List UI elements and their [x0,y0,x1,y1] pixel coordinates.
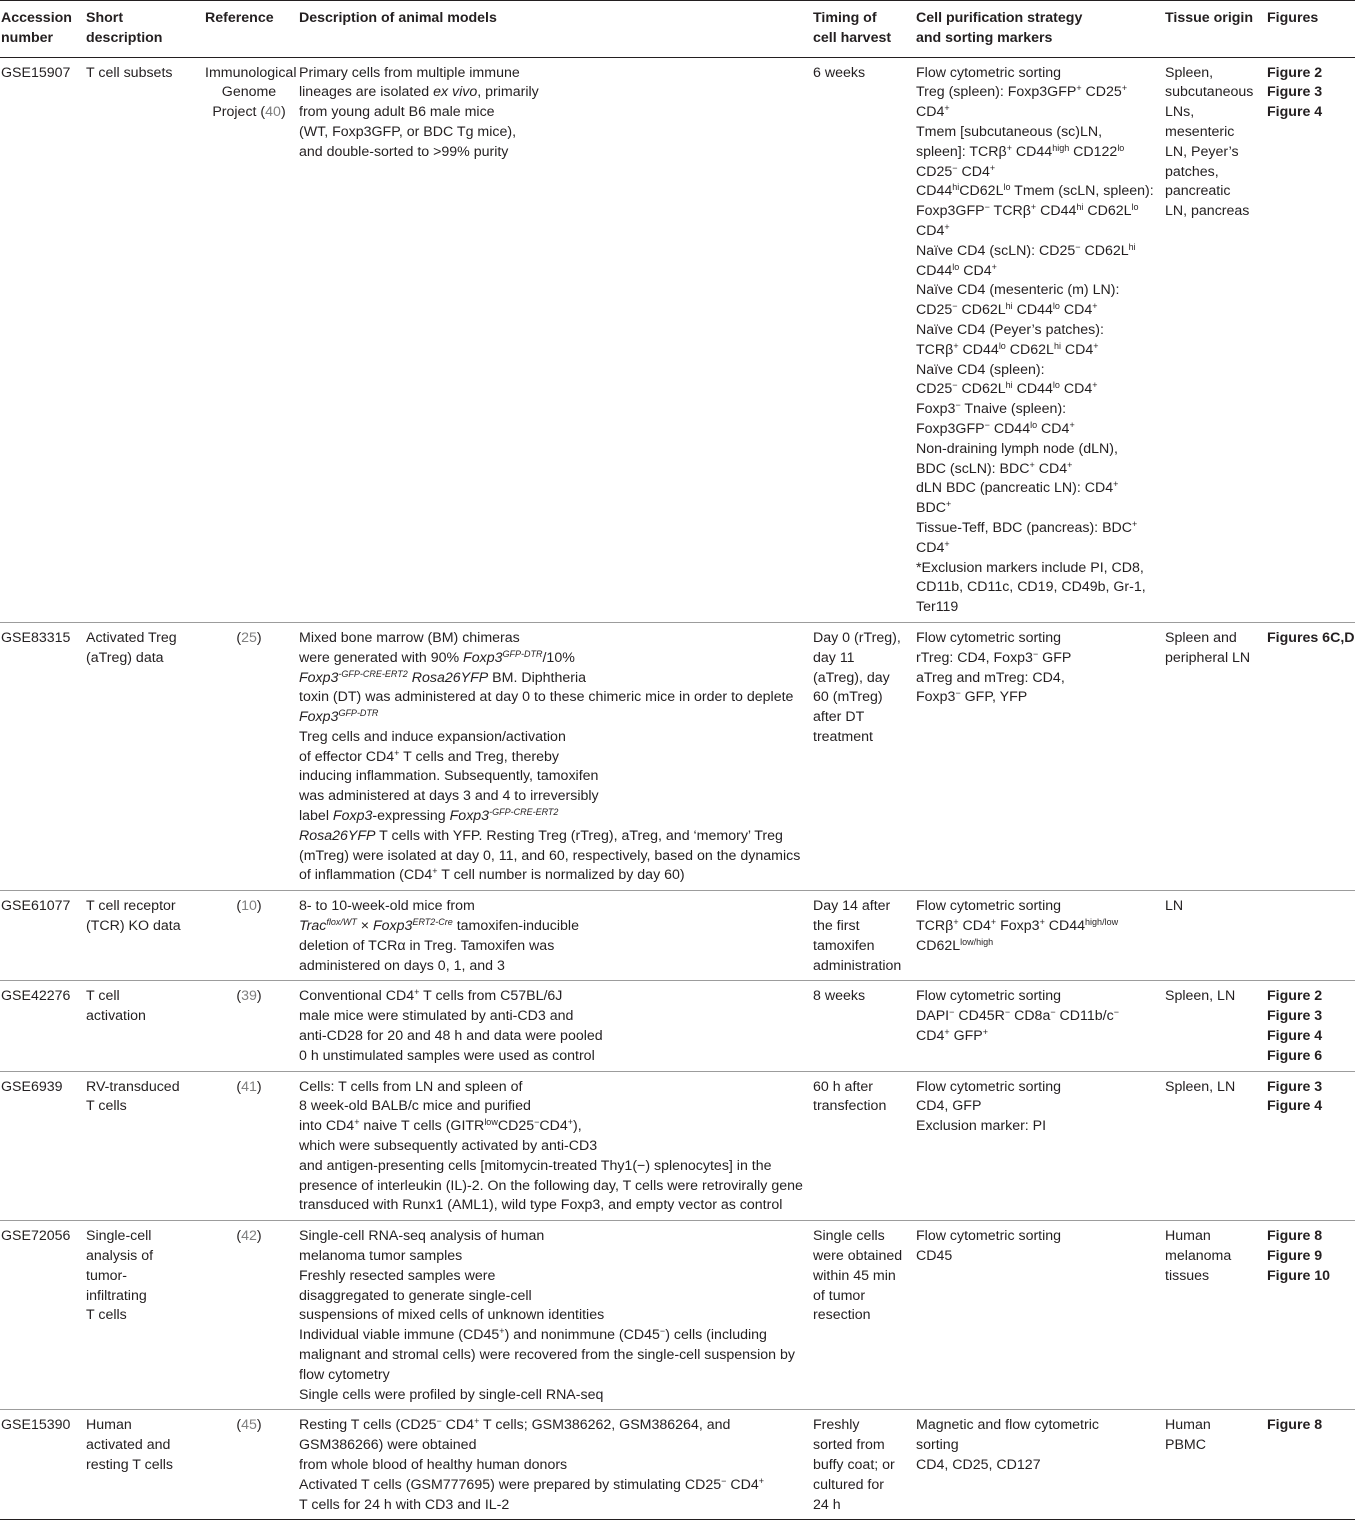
description-cell: Primary cells from multiple immune lineages are isolated ex vivo, primarily from young adult B6 male mice (WT, Foxp3GFP, or BDC Tg mice), and double-sorted to >99% purity [296,57,810,622]
table-row [0,1410,1355,1520]
figures-cell [1264,57,1355,622]
purification-cell: Flow cytometric sorting CD4, GFP Exclusion marker: PI [913,1071,1162,1221]
figure-link[interactable]: Figure 4 [1267,1028,1323,1045]
tissue-cell: Spleen, LN [1162,1071,1264,1221]
description-cell: Cells: T cells from LN and spleen of 8 week-old BALB/c mice and purified into CD4+ naive T cells $(GITR^{low}CD25^-CD4^+)$, which were subsequently activated by anti-CD3 and antigen-presenting cells [mitomycin-treated Thy1(−) splenocytes] in the presence of interleukin (IL)-2. On the following day, T cells were retrovirally gene transduced with Runx1 (AML1), wild type Foxp3, and empty vector as control [296,1071,810,1221]
purification-cell: Flow cytometric sorting DAPI− CD45R− CD8a− CD11b/c− CD4+ GFP+ [913,981,1162,1071]
figure-link[interactable]: Figure 8 [1267,1228,1323,1245]
figures-cell [1264,891,1355,981]
figure-link[interactable]: Figure 8 [1267,1417,1323,1434]
tissue-cell: Spleen, LN [1162,981,1264,1071]
timing-cell: 8 weeks [810,981,913,1071]
reference-cell: (10) [202,891,296,981]
short-description-cell: Human activated and resting T cells [83,1410,202,1520]
reference-cell: (41) [202,1071,296,1221]
figure-link[interactable]: Figure 2 [1267,64,1323,81]
reference-cell: (45) [202,1410,296,1520]
purification-cell: Flow cytometric sorting TCRβ+ CD4+ Foxp3+ $CD44^{high/low}$ $CD62L^{low/high}$ [913,891,1162,981]
table-row [0,1221,1355,1410]
purification-cell: Flow cytometric sorting CD45 [913,1221,1162,1410]
purification-cell: Magnetic and flow cytometric sorting CD4, CD25, CD127 [913,1410,1162,1520]
reference-link[interactable]: 39 [241,988,257,1005]
short-description-cell: T cell subsets [83,57,202,622]
table-row [0,57,1355,622]
header-tissue-origin: Tissue origin [1162,1,1264,58]
figure-link[interactable]: Figure 3 [1267,1078,1323,1095]
figures-cell [1264,1410,1355,1520]
description-cell: Mixed bone marrow (BM) chimeras were generated with 90% $Foxp3^{GFP-DTR}/10\%$ $Foxp3^{-GFP-CRE-ERT2}$ Rosa26YFP BM. Diphtheria toxin (DT) was administered at day 0 to these chimeric mice in order to deplete $Foxp3^{GFP-DTR}$ Treg cells and induce expansion/activation of effector CD4+ T cells and Treg, thereby inducing inflammation. Subsequently, tamoxifen was administered at days 3 and 4 to irreversibly label Foxp3-expressing $Foxp3^{-GFP-CRE-ERT2}$ Rosa26YFP T cells with YFP. Resting Treg (rTreg), aTreg, and ‘memory’ Treg (mTreg) were isolated at day 0, 11, and 60, respectively, based on the dynamics of inflammation (CD4+ T cell number is normalized by day 60) [296,622,810,890]
tissue-cell: Spleen and peripheral LN [1162,622,1264,890]
table-row [0,891,1355,981]
table-row [0,622,1355,890]
table-row [0,981,1355,1071]
description-cell: Resting T cells (CD25− CD4+ T cells; GSM386262, GSM386264, and GSM386266) were obtained from whole blood of healthy human donors Activated T cells (GSM777695) were prepared by stimulating CD25− CD4+ T cells for 24 h with CD3 and IL-2 [296,1410,810,1520]
figure-link[interactable]: Figure 10 [1267,1267,1331,1284]
reference-cell: (39) [202,981,296,1071]
reference-link[interactable]: 41 [241,1078,257,1095]
header-row [0,1,1355,58]
figures-cell [1264,1221,1355,1410]
timing-cell: Day 14 after the first tamoxifen administration [810,891,913,981]
figure-link[interactable]: Figure 4 [1267,1098,1323,1115]
header-accession-number: Accession number [0,1,83,58]
tissue-cell: Human PBMC [1162,1410,1264,1520]
figure-link[interactable]: Figure 6 [1267,1047,1323,1064]
short-description-cell: RV-transduced T cells [83,1071,202,1221]
reference-link[interactable]: 45 [241,1417,257,1434]
tissue-cell: LN [1162,891,1264,981]
figure-link[interactable]: Figure 9 [1267,1248,1323,1265]
reference-cell: Immunological Genome Project (40) [202,57,296,622]
figure-link[interactable]: Figures 6C,D [1267,629,1355,646]
header-purification: Cell purification strategy and sorting markers [913,1,1162,58]
figures-cell [1264,981,1355,1071]
figures-cell [1264,622,1355,890]
short-description-cell: Single-cell analysis of tumor- infiltrating T cells [83,1221,202,1410]
header-figures: Figures [1264,1,1355,58]
short-description-cell: T cell receptor (TCR) KO data [83,891,202,981]
tissue-cell: Spleen, subcutaneous LNs, mesenteric LN, Peyer’s patches, pancreatic LN, pancreas [1162,57,1264,622]
header-short-description: Short description [83,1,202,58]
accession-cell: GSE42276 [0,981,83,1071]
header-timing: Timing of cell harvest [810,1,913,58]
reference-link[interactable]: 25 [241,629,257,646]
timing-cell: Day 0 (rTreg), day 11 (aTreg), day 60 (mTreg) after DT treatment [810,622,913,890]
accession-cell: GSE15390 [0,1410,83,1520]
description-cell: Conventional CD4+ T cells from C57BL/6J male mice were stimulated by anti-CD3 and anti-CD28 for 20 and 48 h and data were pooled 0 h unstimulated samples were used as control [296,981,810,1071]
figure-link[interactable]: Figure 3 [1267,84,1323,101]
table-row [0,1071,1355,1221]
tissue-cell: Human melanoma tissues [1162,1221,1264,1410]
figure-link[interactable]: Figure 3 [1267,1008,1323,1025]
reference-cell: (25) [202,622,296,890]
header-reference: Reference [202,1,296,58]
accession-cell: GSE72056 [0,1221,83,1410]
figures-cell [1264,1071,1355,1221]
accession-cell: GSE15907 [0,57,83,622]
purification-cell: Flow cytometric sorting rTreg: CD4, Foxp3− GFP aTreg and mTreg: CD4, Foxp3− GFP, YFP [913,622,1162,890]
description-cell: Single-cell RNA-seq analysis of human melanoma tumor samples Freshly resected samples were disaggregated to generate single-cell suspensions of mixed cells of unknown identities Individual viable immune (CD45+) and nonimmune (CD45−) cells (including malignant and stromal cells) were recovered from the single-cell suspension by flow cytometry Single cells were profiled by single-cell RNA-seq [296,1221,810,1410]
timing-cell: Freshly sorted from buffy coat; or cultured for 24 h [810,1410,913,1520]
short-description-cell: T cell activation [83,981,202,1071]
timing-cell: 60 h after transfection [810,1071,913,1221]
accession-cell: GSE61077 [0,891,83,981]
accession-cell: GSE83315 [0,622,83,890]
figure-link[interactable]: Figure 2 [1267,988,1323,1005]
purification-cell: Flow cytometric sorting Treg (spleen): Foxp3GFP+ CD25+ CD4+ Tmem [subcutaneous (sc)LN, spleen]: TCRβ+ $CD44^{high}$ $CD122^{lo}$ CD25− CD4+ $CD44^{hi}CD62L^{lo}$ Tmem (scLN, spleen): Foxp3GFP− TCRβ+ $CD44^{hi}$ $CD62L^{lo}$ CD4+ Naïve CD4 (scLN): CD25− $CD62L^{hi}$ $CD44^{lo}$ CD4+ Naïve CD4 (mesenteric (m) LN): CD25− $CD62L^{hi}$ $CD44^{lo}$ CD4+ Naïve CD4 (Peyer’s patches): TCRβ+ $CD44^{lo}$ $CD62L^{hi}$ CD4+ Naïve CD4 (spleen): CD25− $CD62L^{hi}$ $CD44^{lo}$ CD4+ Foxp3− Tnaive (spleen): Foxp3GFP− $CD44^{lo}$ CD4+ Non-draining lymph node (dLN), BDC (scLN): BDC+ CD4+ dLN BDC (pancreatic LN): CD4+ BDC+ Tissue-Teff, BDC (pancreas): BDC+ CD4+ *Exclusion markers include PI, CD8, CD11b, CD11c, CD19, CD49b, Gr-1, Ter119 [913,57,1162,622]
description-cell: 8- to 10-week-old mice from Trac$^{flox/WT}$ × $Foxp3^{ERT2-Cre}$ tamoxifen-inducible deletion of TCRα in Treg. Tamoxifen was administered on days 0, 1, and 3 [296,891,810,981]
reference-cell: (42) [202,1221,296,1410]
header-description: Description of animal models [296,1,810,58]
reference-link[interactable]: 40 [265,104,281,121]
reference-link[interactable]: 10 [241,898,257,915]
timing-cell: 6 weeks [810,57,913,622]
short-description-cell: Activated Treg (aTreg) data [83,622,202,890]
figure-link[interactable]: Figure 4 [1267,104,1323,121]
accession-cell: GSE6939 [0,1071,83,1221]
reference-link[interactable]: 42 [241,1228,257,1245]
timing-cell: Single cells were obtained within 45 min of tumor resection [810,1221,913,1410]
